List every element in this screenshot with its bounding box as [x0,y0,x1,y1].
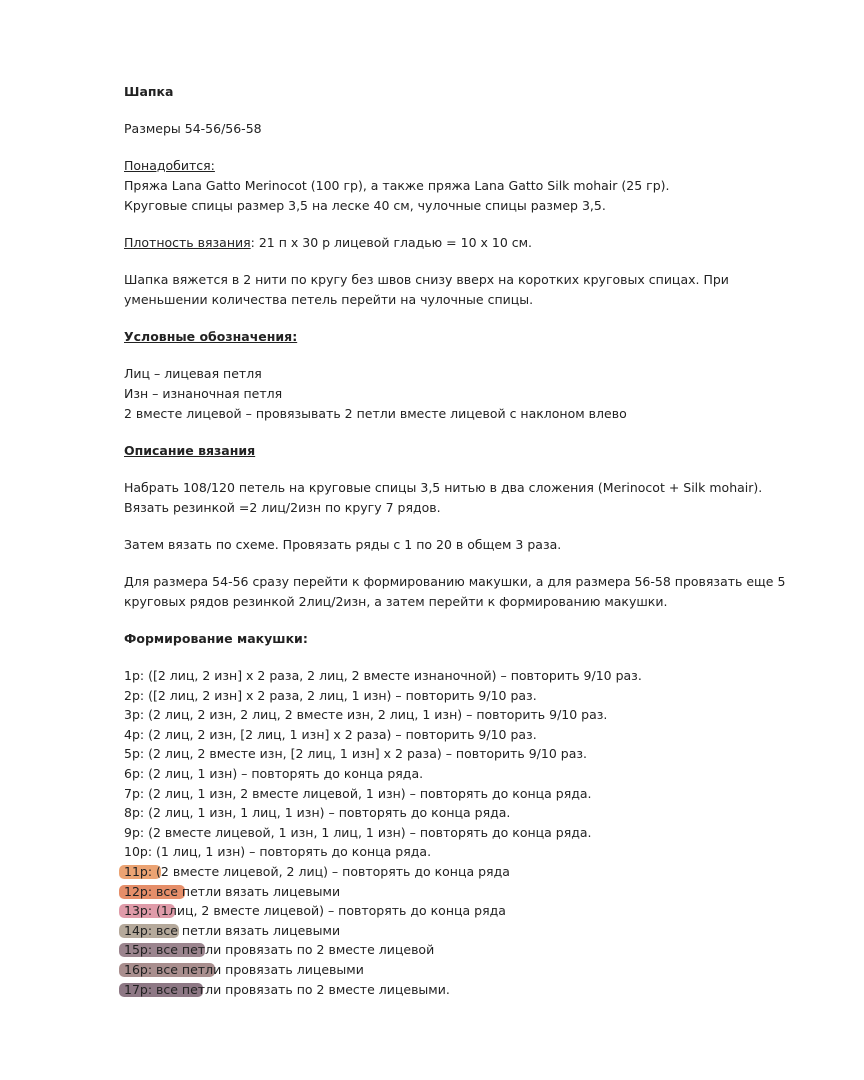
document-title: Шапка [124,84,174,99]
materials-label: Понадобится: [124,158,215,173]
legend-item-k2tog: 2 вместе лицевой – провязывать 2 петли вместе лицевой с наклоном влево [124,406,627,421]
crown-row-highlighted: 15р: все петли провязать по 2 вместе лицевой [124,940,824,960]
crown-row-highlighted: 17р: все петли провязать по 2 вместе лицевыми. [124,980,824,1000]
crown-row: 4р: (2 лиц, 2 изн, [2 лиц, 1 изн] х 2 раза) – повторить 9/10 раз. [124,726,537,742]
crown-row: 3р: (2 лиц, 2 изн, 2 лиц, 2 вместе изн, 2 лиц, 1 изн) – повторить 9/10 раз. [124,707,608,723]
crown-row-highlighted: 12р: все петли вязать лицевыми [124,882,824,902]
crown-row: 7р: (2 лиц, 1 изн, 2 вместе лицевой, 1 изн) – повторять до конца ряда. [124,785,592,801]
description-ribbing: Вязать резинкой =2 лиц/2изн по кругу 7 рядов. [124,500,441,515]
crown-row: 1р: ([2 лиц, 2 изн] х 2 раза, 2 лиц, 2 вместе изнаночной) – повторить 9/10 раз. [124,668,642,683]
gauge-line [124,233,824,253]
legend-item-purl: Изн – изнаночная петля [124,386,283,401]
crown-row: 9р: (2 вместе лицевой, 1 изн, 1 лиц, 1 изн) – повторять до конца ряда. [124,824,592,840]
description-pattern: Затем вязать по схеме. Провязать ряды с 1 по 20 в общем 3 раза. [124,537,562,552]
description-cast-on: Набрать 108/120 петель на круговые спицы 3,5 нитью в два сложения (Merinocot + Silk mohair). [124,480,763,495]
crown-row: 8р: (2 лиц, 1 изн, 1 лиц, 1 изн) – повторять до конца ряда. [124,805,511,821]
materials-line-needles: Круговые спицы размер 3,5 на леске 40 см, чулочные спицы размер 3,5. [124,198,606,213]
intro-line-1: Шапка вяжется в 2 нити по кругу без швов снизу вверх на коротких круговых спицах. При [124,272,729,287]
description-heading: Описание вязания [124,443,256,458]
crown-row-highlighted: 14р: все петли вязать лицевыми [124,921,824,941]
crown-row: 5р: (2 лиц, 2 вместе изн, [2 лиц, 1 изн] х 2 раза) – повторить 9/10 раз. [124,746,587,762]
materials-line-yarn: Пряжа Lana Gatto Merinocot (100 гр), а также пряжа Lana Gatto Silk mohair (25 гр). [124,178,670,193]
sizes-line: Размеры 54-56/56-58 [124,121,262,136]
document-body [124,82,824,999]
gauge-text: : 21 п х 30 р лицевой гладью = 10 х 10 см. [250,235,533,250]
crown-row-highlighted: 16р: все петли провязать лицевыми [124,960,824,980]
crown-rows [124,666,824,999]
crown-row-highlighted: 13р: (1лиц, 2 вместе лицевой) – повторять до конца ряда [124,901,824,921]
crown-row: 10р: (1 лиц, 1 изн) – повторять до конца ряда. [124,844,432,860]
crown-row: 6р: (2 лиц, 1 изн) – повторять до конца ряда. [124,765,424,781]
legend-item-knit: Лиц – лицевая петля [124,366,262,381]
gauge-label: Плотность вязания [124,235,251,250]
legend-heading: Условные обозначения: [124,329,298,344]
description-sizes-line-2: круговых рядов резинкой 2лиц/2изн, а затем перейти к формированию макушки. [124,594,668,609]
description-sizes-line-1: Для размера 54-56 сразу перейти к формированию макушки, а для размера 56-58 провязать еще 5 [124,574,786,589]
crown-heading: Формирование макушки: [124,631,308,646]
intro-line-2: уменьшении количества петель перейти на чулочные спицы. [124,292,534,307]
crown-row-highlighted: 11р: (2 вместе лицевой, 2 лиц) – повторять до конца ряда [124,862,824,882]
crown-row: 2р: ([2 лиц, 2 изн] х 2 раза, 2 лиц, 1 изн) – повторить 9/10 раз. [124,687,537,703]
